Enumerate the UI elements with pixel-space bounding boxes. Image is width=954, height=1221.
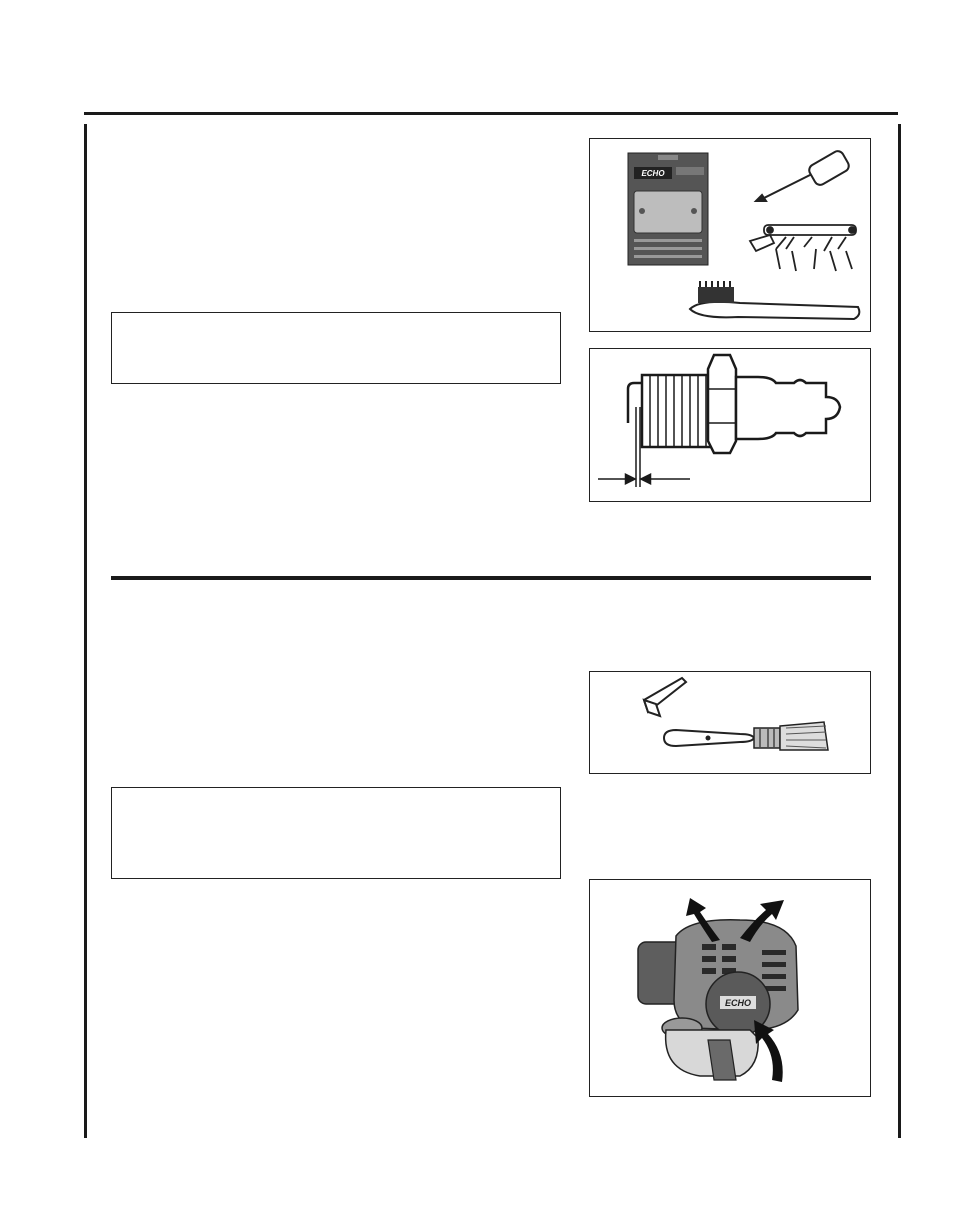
feeler-gauge bbox=[750, 225, 856, 271]
paint-brush bbox=[664, 722, 828, 750]
wire-brush bbox=[690, 281, 859, 319]
note-box-spark-plug bbox=[111, 312, 561, 384]
tool-kit-card bbox=[628, 153, 708, 265]
note-box-cooling bbox=[111, 787, 561, 879]
card-brand-logo: ECHO bbox=[641, 169, 665, 178]
tools-illustration bbox=[590, 139, 870, 331]
right-margin-line bbox=[898, 124, 901, 1138]
spark-plug-illustration bbox=[590, 349, 870, 501]
section-divider bbox=[111, 576, 871, 580]
figure-tools bbox=[589, 138, 871, 332]
figure-spark-plug-gap bbox=[589, 348, 871, 502]
cleaning-tools-illustration bbox=[590, 672, 870, 773]
figure-engine-cooling bbox=[589, 879, 871, 1097]
top-rule bbox=[84, 112, 898, 115]
left-margin-line bbox=[84, 124, 87, 1138]
hex-key bbox=[644, 678, 686, 716]
engine-brand-logo: ECHO bbox=[724, 998, 752, 1008]
engine-illustration bbox=[590, 880, 870, 1096]
figure-cleaning-tools bbox=[589, 671, 871, 774]
plug-wrench bbox=[756, 149, 851, 201]
